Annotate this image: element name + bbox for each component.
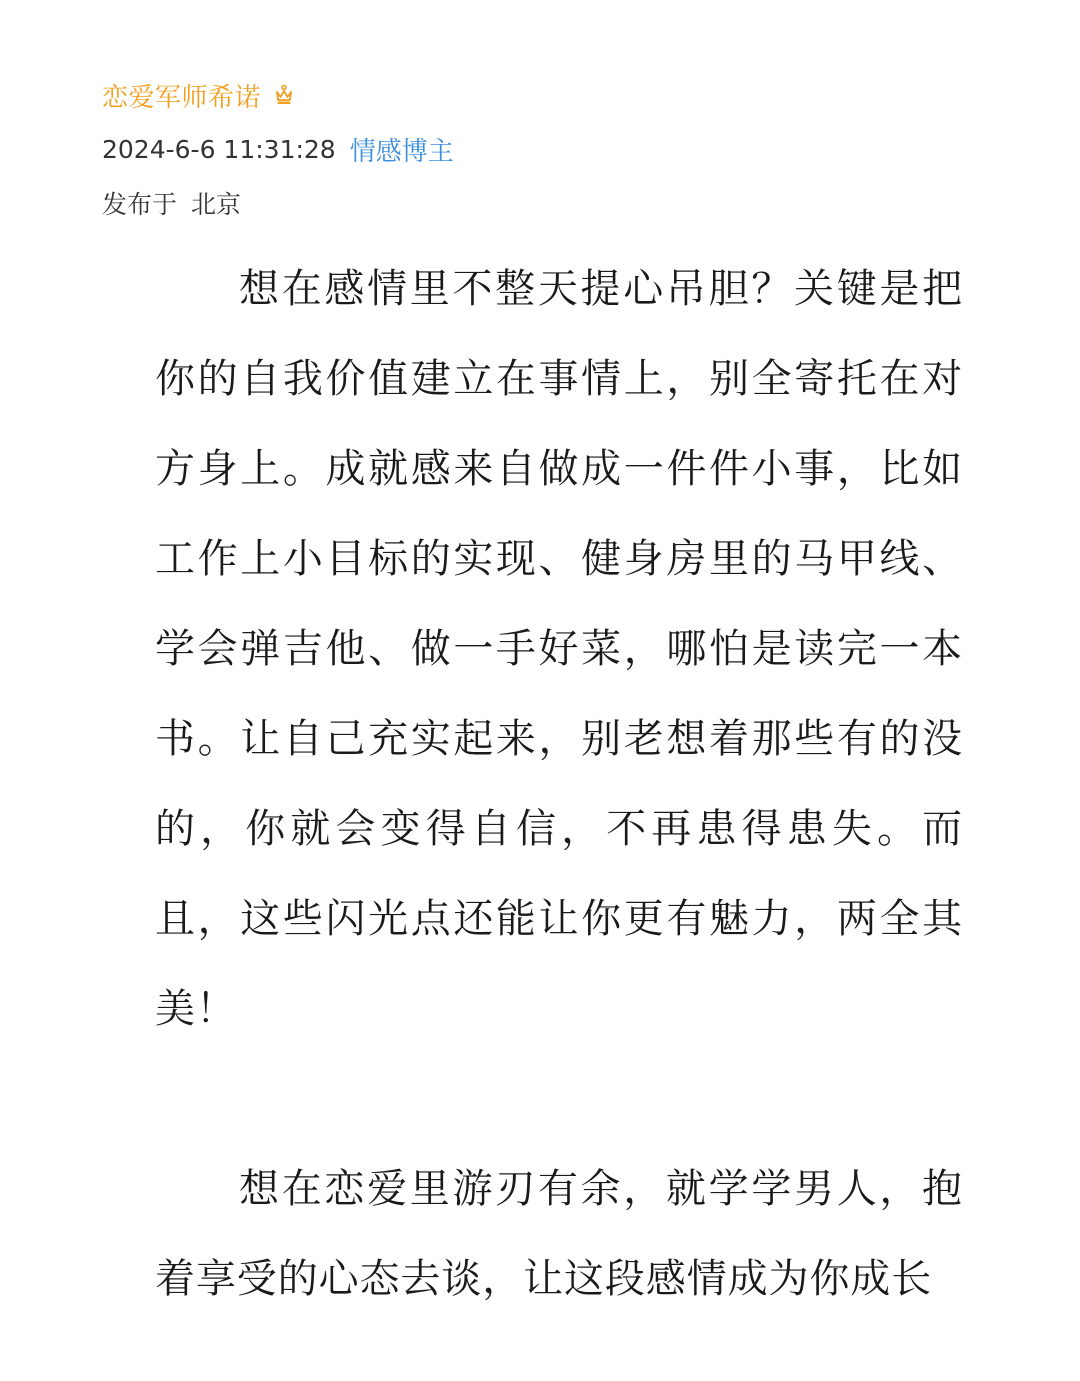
post-body [155, 244, 963, 1324]
body-paragraph-2: 想在恋爱里游刃有余，就学学男人，抱着享受的心态去谈，让这段感情成为你成长 [155, 1166, 963, 1302]
author-role-tag[interactable]: 情感博主 [349, 136, 454, 167]
location-prefix: 发布于 [102, 190, 178, 219]
location-row [102, 180, 454, 226]
meta-row [102, 126, 454, 172]
author-name[interactable]: 恋爱军师希诺 [102, 82, 262, 113]
body-paragraph-1: 想在感情里不整天提心吊胆？关键是把你的自我价值建立在事情上，别全寄托在对方身上。成就感来自做成一件件小事，比如工作上小目标的实现、健身房里的马甲线、学会弹吉他、做一手好菜，哪怕是读完一本书。让自己充实起来，别老想着那些有的没的，你就会变得自信，不再患得患失。而且，这些闪光点还能让你更有魅力，两全其美！ [155, 266, 963, 1032]
post-header [102, 72, 454, 226]
location-city: 北京 [191, 190, 242, 219]
crown-icon [273, 84, 295, 106]
author-row [102, 72, 454, 118]
post-timestamp: 2024-6-6 11:31:28 [102, 134, 336, 164]
